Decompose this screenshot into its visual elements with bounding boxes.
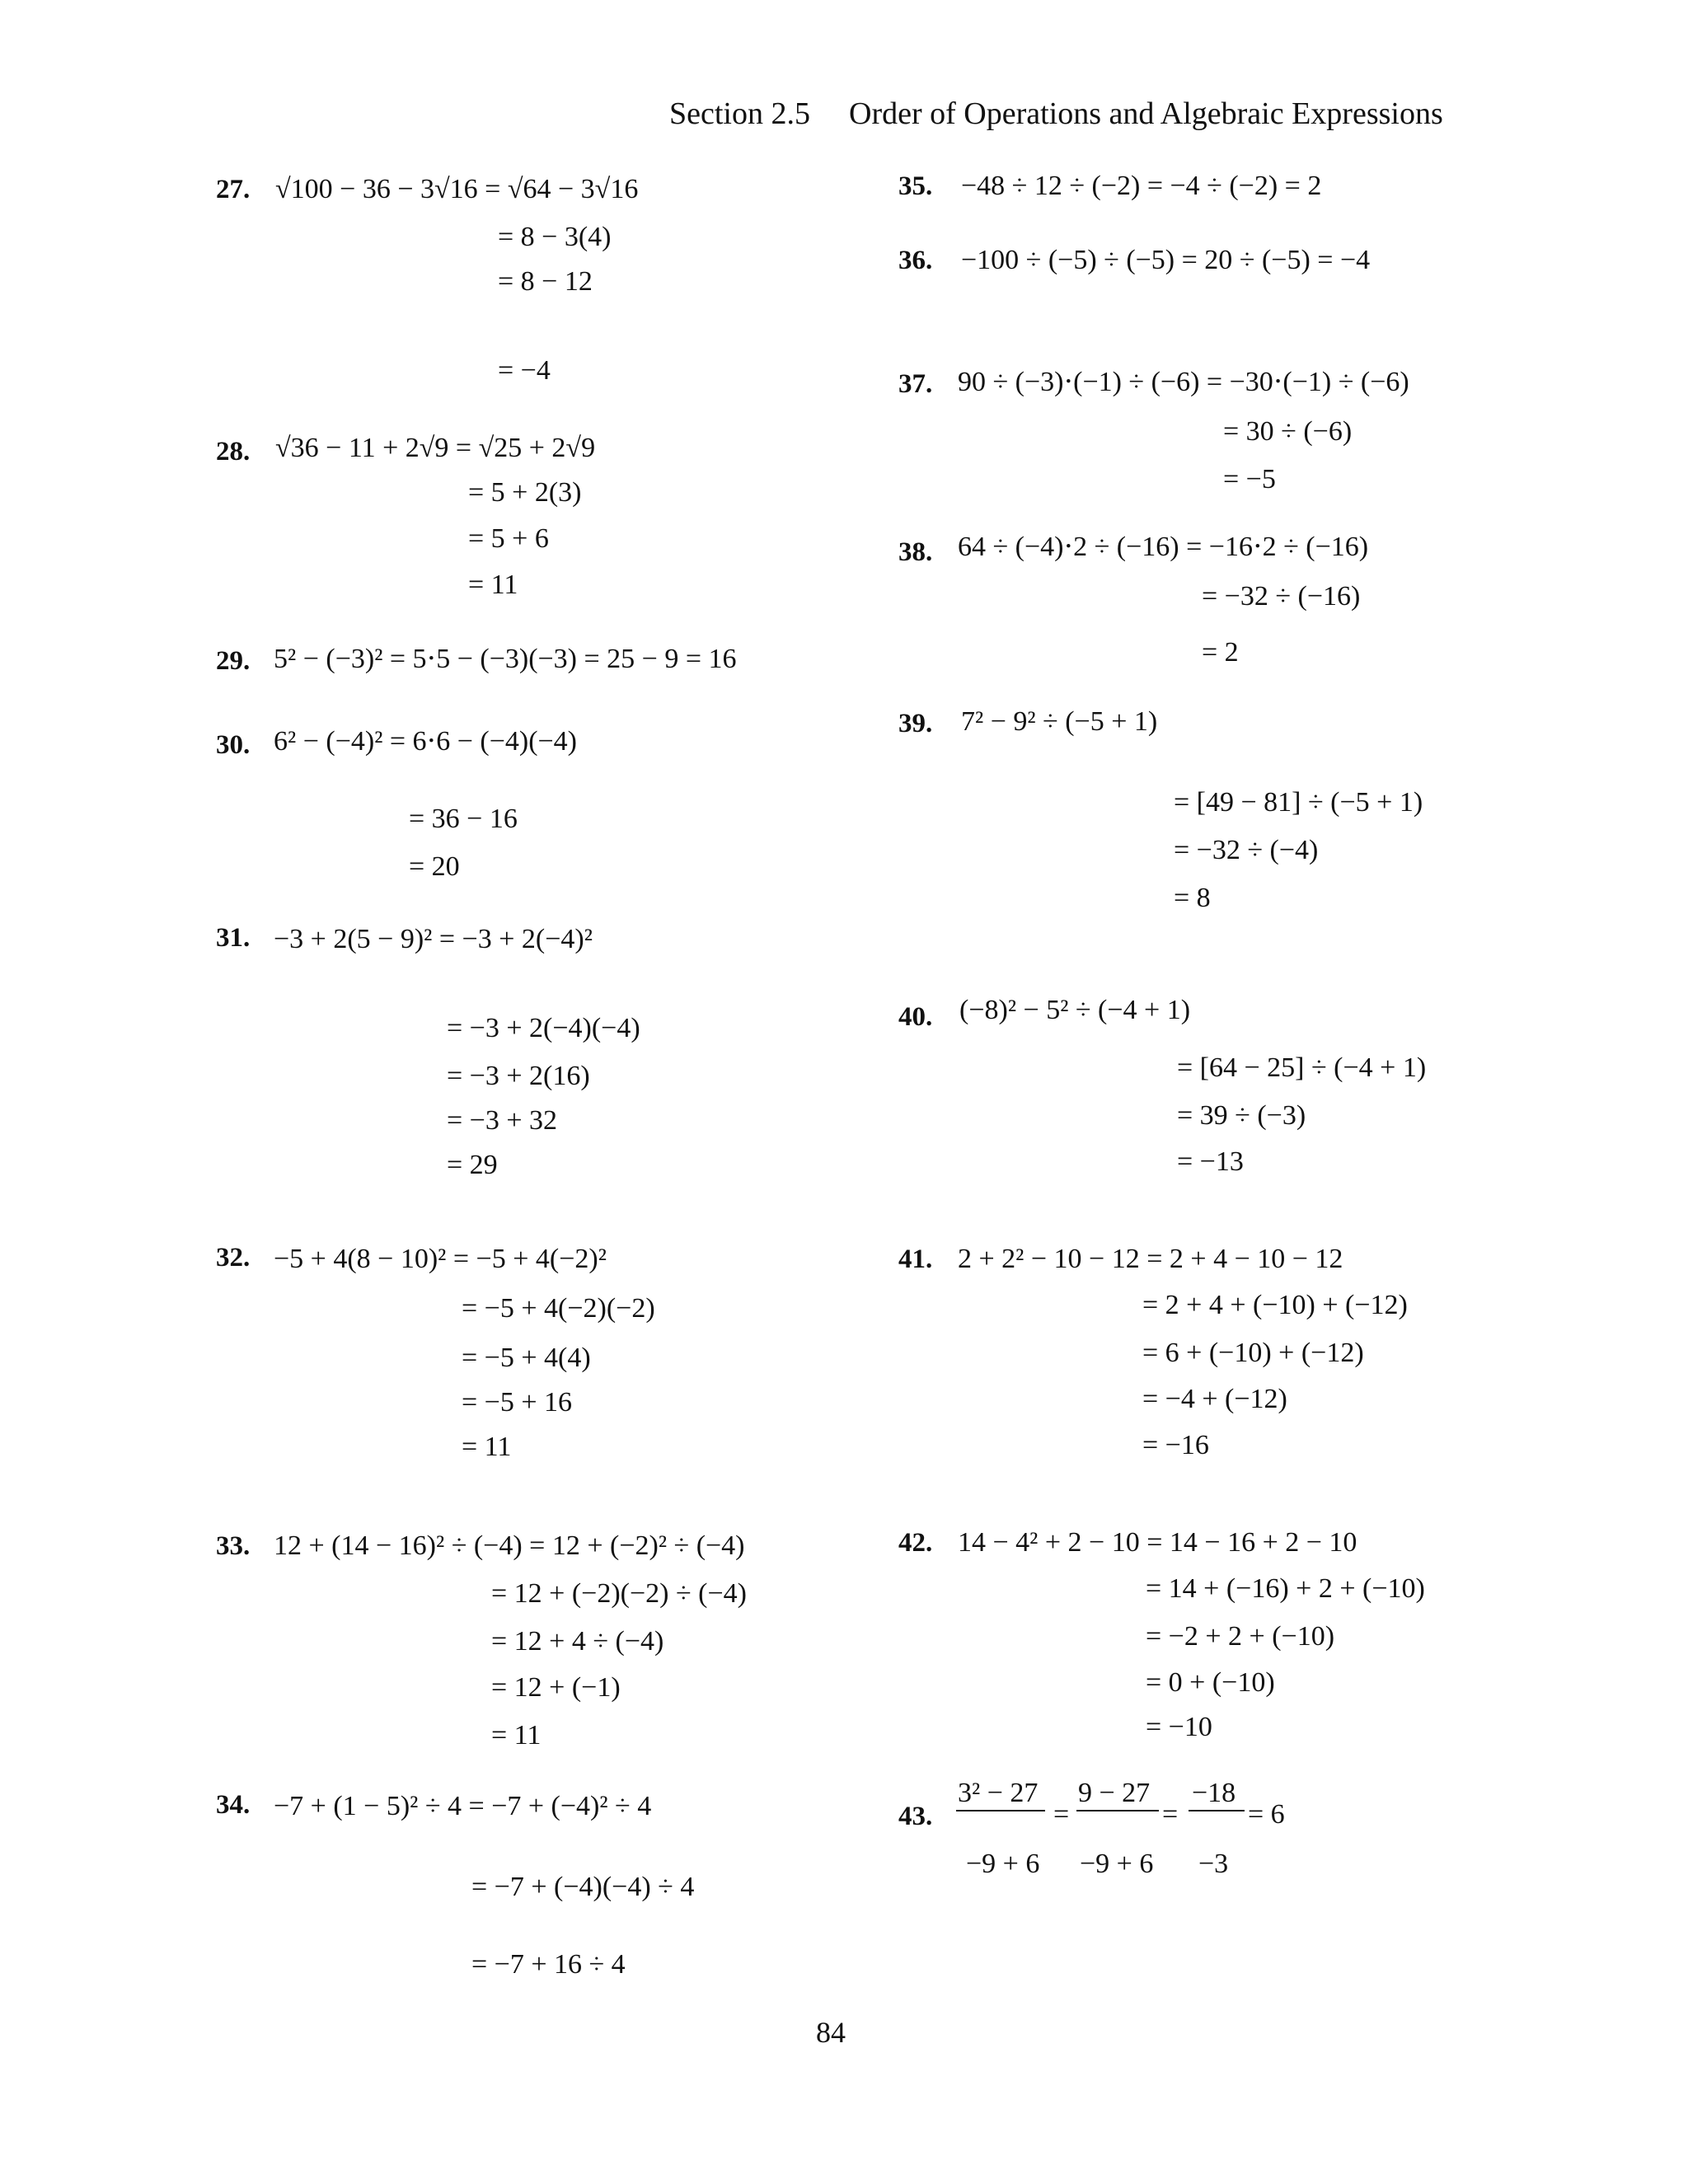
problem-41-line-4: = −4 + (−12) — [1142, 1384, 1287, 1414]
problem-number: 43. — [898, 1802, 933, 1831]
fraction-3-denominator: −3 — [1198, 1849, 1229, 1879]
problem-number: 30. — [216, 730, 251, 760]
problem-30-line-2: = 36 − 16 — [409, 804, 518, 834]
problem-39-line-4: = 8 — [1174, 883, 1211, 913]
problem-42-line-1: 14 − 4² + 2 − 10 = 14 − 16 + 2 − 10 — [958, 1527, 1357, 1558]
problem-36-line-1: −100 ÷ (−5) ÷ (−5) = 20 ÷ (−5) = −4 — [961, 245, 1371, 275]
fraction-2-numerator: 9 − 27 — [1078, 1778, 1151, 1808]
problem-32-line-2: = −5 + 4(−2)(−2) — [462, 1293, 655, 1324]
fraction-3-numerator: −18 — [1192, 1778, 1236, 1808]
problem-27-line-3: = 8 − 12 — [498, 266, 593, 297]
problem-number: 34. — [216, 1790, 251, 1820]
equals-sign: = — [1162, 1799, 1179, 1830]
problem-38-line-1: 64 ÷ (−4)⋅2 ÷ (−16) = −16⋅2 ÷ (−16) — [958, 532, 1369, 562]
problem-32-line-1: −5 + 4(8 − 10)² = −5 + 4(−2)² — [274, 1244, 607, 1274]
problem-27-line-1: √100 − 36 − 3√16 = √64 − 3√16 — [275, 174, 639, 204]
problem-41-line-1: 2 + 2² − 10 − 12 = 2 + 4 − 10 − 12 — [958, 1244, 1343, 1274]
problem-28-line-3: = 5 + 6 — [468, 523, 549, 554]
problem-number: 38. — [898, 537, 933, 567]
problem-38-line-2: = −32 ÷ (−16) — [1202, 581, 1361, 612]
problem-33-line-2: = 12 + (−2)(−2) ÷ (−4) — [491, 1578, 747, 1609]
problem-31-line-2: = −3 + 2(−4)(−4) — [447, 1013, 640, 1043]
problem-37-line-3: = −5 — [1223, 464, 1276, 494]
problem-40-line-1: (−8)² − 5² ÷ (−4 + 1) — [959, 995, 1191, 1025]
problem-32-line-3: = −5 + 4(4) — [462, 1343, 591, 1373]
problem-39-line-1: 7² − 9² ÷ (−5 + 1) — [961, 706, 1158, 737]
problem-number: 28. — [216, 437, 251, 466]
problem-number: 29. — [216, 646, 251, 676]
problem-40-line-4: = −13 — [1177, 1146, 1244, 1177]
problem-42-line-4: = 0 + (−10) — [1146, 1667, 1275, 1698]
problem-number: 35. — [898, 171, 933, 201]
section-title: Order of Operations and Algebraic Expressions — [849, 96, 1443, 131]
problem-40-line-3: = 39 ÷ (−3) — [1177, 1100, 1306, 1131]
problem-number: 33. — [216, 1531, 251, 1561]
problem-37-line-2: = 30 ÷ (−6) — [1223, 416, 1353, 447]
problem-33-line-5: = 11 — [491, 1720, 542, 1750]
problem-28-line-2: = 5 + 2(3) — [468, 477, 582, 508]
problem-41-line-2: = 2 + 4 + (−10) + (−12) — [1142, 1290, 1408, 1320]
problem-32-line-4: = −5 + 16 — [462, 1387, 573, 1418]
problem-31-line-3: = −3 + 2(16) — [447, 1061, 590, 1091]
problem-number: 31. — [216, 923, 251, 953]
problem-40-line-2: = [64 − 25] ÷ (−4 + 1) — [1177, 1052, 1427, 1083]
problem-27-line-2: = 8 − 3(4) — [498, 222, 612, 252]
final-result: = 6 — [1248, 1799, 1285, 1830]
problem-31-line-1: −3 + 2(5 − 9)² = −3 + 2(−4)² — [274, 924, 593, 954]
problem-42-line-5: = −10 — [1146, 1712, 1212, 1742]
problem-number: 41. — [898, 1244, 933, 1274]
fraction-2-denominator: −9 + 6 — [1080, 1849, 1154, 1879]
problem-28-line-4: = 11 — [468, 569, 518, 600]
problem-33-line-4: = 12 + (−1) — [491, 1672, 621, 1703]
problem-number: 37. — [898, 369, 933, 399]
problem-27-line-4: = −4 — [498, 355, 551, 386]
problem-number: 39. — [898, 709, 933, 738]
problem-28-line-1: √36 − 11 + 2√9 = √25 + 2√9 — [275, 433, 596, 463]
fraction-1-numerator: 3² − 27 — [958, 1778, 1039, 1808]
fraction-2-bar — [1076, 1810, 1159, 1811]
problem-number: 32. — [216, 1243, 251, 1272]
fraction-3-bar — [1189, 1810, 1245, 1811]
problem-31-line-5: = 29 — [447, 1150, 498, 1180]
fraction-1-denominator: −9 + 6 — [966, 1849, 1040, 1879]
problem-number: 27. — [216, 175, 251, 204]
problem-30-line-3: = 20 — [409, 851, 460, 882]
problem-30-line-1: 6² − (−4)² = 6⋅6 − (−4)(−4) — [274, 726, 578, 757]
problem-39-line-2: = [49 − 81] ÷ (−5 + 1) — [1174, 787, 1423, 818]
problem-42-line-2: = 14 + (−16) + 2 + (−10) — [1146, 1573, 1425, 1604]
problem-38-line-3: = 2 — [1202, 637, 1239, 668]
problem-31-line-4: = −3 + 32 — [447, 1105, 558, 1136]
problem-number: 40. — [898, 1002, 933, 1032]
problem-34-line-3: = −7 + 16 ÷ 4 — [471, 1949, 626, 1980]
problem-33-line-1: 12 + (14 − 16)² ÷ (−4) = 12 + (−2)² ÷ (−4) — [274, 1530, 745, 1561]
problem-number: 42. — [898, 1528, 933, 1558]
problem-35-line-1: −48 ÷ 12 ÷ (−2) = −4 ÷ (−2) = 2 — [961, 171, 1322, 201]
problem-34-line-2: = −7 + (−4)(−4) ÷ 4 — [471, 1872, 695, 1902]
section-label: Section 2.5 — [669, 96, 810, 131]
problem-34-line-1: −7 + (1 − 5)² ÷ 4 = −7 + (−4)² ÷ 4 — [274, 1791, 652, 1821]
problem-29-line-1: 5² − (−3)² = 5⋅5 − (−3)(−3) = 25 − 9 = 16 — [274, 644, 737, 674]
page-number: 84 — [816, 2016, 846, 2049]
problem-33-line-3: = 12 + 4 ÷ (−4) — [491, 1626, 664, 1657]
problem-41-line-5: = −16 — [1142, 1430, 1209, 1460]
problem-41-line-3: = 6 + (−10) + (−12) — [1142, 1338, 1364, 1368]
problem-37-line-1: 90 ÷ (−3)⋅(−1) ÷ (−6) = −30⋅(−1) ÷ (−6) — [958, 367, 1409, 397]
problem-39-line-3: = −32 ÷ (−4) — [1174, 835, 1319, 865]
problem-42-line-3: = −2 + 2 + (−10) — [1146, 1621, 1335, 1652]
problem-number: 36. — [898, 246, 933, 275]
problem-32-line-5: = 11 — [462, 1432, 512, 1462]
equals-sign: = — [1053, 1799, 1070, 1830]
fraction-1-bar — [956, 1810, 1045, 1811]
